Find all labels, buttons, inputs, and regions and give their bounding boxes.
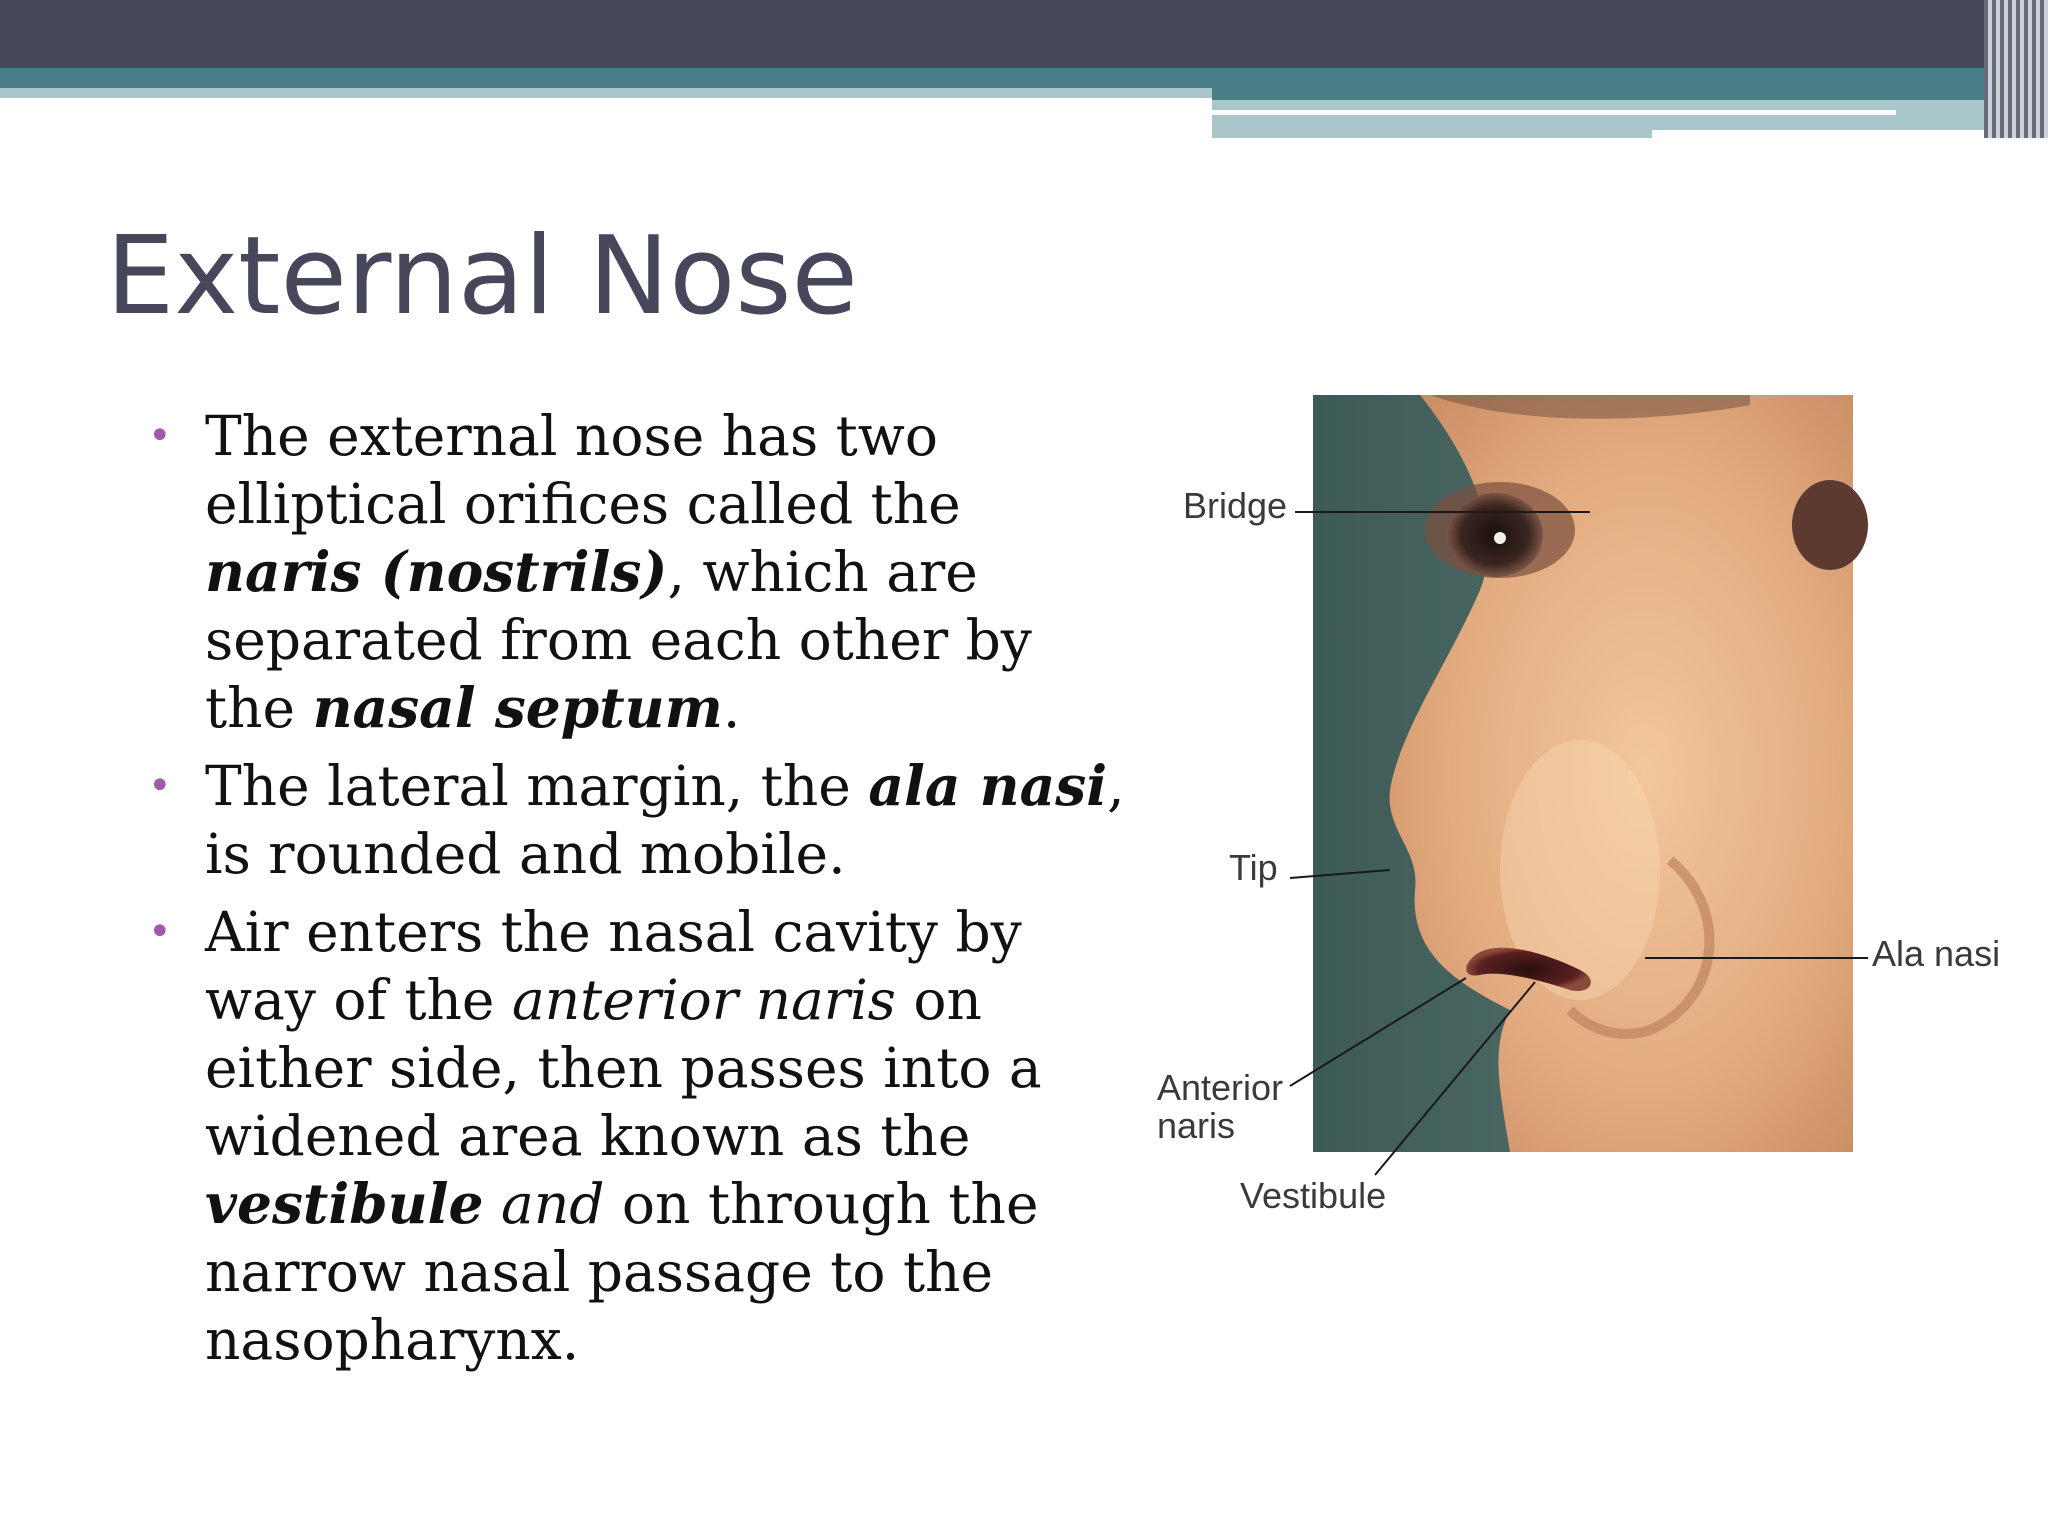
slide-title: External Nose [106, 214, 858, 339]
header-light-band [0, 88, 1212, 98]
eye-highlight [1494, 532, 1506, 544]
label-anterior-naris-line2: naris [1157, 1105, 1236, 1146]
bullet-item [148, 898, 1128, 1374]
header-teal-band [0, 68, 1212, 88]
bullet-text: on through the narrow nasal passage to the nasopharynx. [205, 1172, 1039, 1372]
header-dark-band [0, 0, 2048, 68]
label-tip: Tip [1229, 847, 1278, 888]
bullet-text: Air enters the nasal cavity by way of the [205, 900, 1022, 1032]
bullet-text: , which are separated from each other by the [205, 540, 1032, 740]
bullet-icon: • [148, 763, 172, 809]
bullet-icon: • [148, 413, 172, 459]
bullet-text: on either side, then passes into a widened area known as the [205, 968, 1042, 1168]
header-divider-line [1652, 130, 2002, 138]
term-vestibule: vestibule [205, 1171, 484, 1236]
label-anterior-naris-line1: Anterior [1157, 1067, 1284, 1108]
label-ala-nasi: Ala nasi [1872, 933, 2001, 974]
term-anterior-naris: anterior naris [511, 968, 896, 1032]
header-divider-line [1212, 110, 1896, 115]
bullet-icon: • [148, 909, 172, 955]
term-nasal-septum: nasal septum [312, 675, 723, 740]
label-bridge: Bridge [1183, 485, 1288, 526]
bullet-text: . [722, 676, 741, 740]
nose-figure [1150, 390, 2030, 1240]
bullet-list [148, 402, 1128, 1384]
header-teal-band-right [1212, 68, 2002, 100]
bullet-item [148, 752, 1128, 888]
bullet-text: The external nose has two elliptical orifices called the [205, 404, 961, 536]
bullet-item [148, 402, 1128, 742]
header-stripes [1984, 0, 2048, 138]
label-vestibule: Vestibule [1240, 1175, 1387, 1216]
bullet-text-italic: and [483, 1172, 605, 1236]
term-ala-nasi: ala nasi [868, 753, 1108, 818]
eye-far [1792, 480, 1868, 570]
term-naris: naris (nostrils) [205, 539, 668, 604]
bullet-text: The lateral margin, the [205, 754, 869, 818]
bullet-text: , is rounded and mobile. [205, 754, 1125, 886]
